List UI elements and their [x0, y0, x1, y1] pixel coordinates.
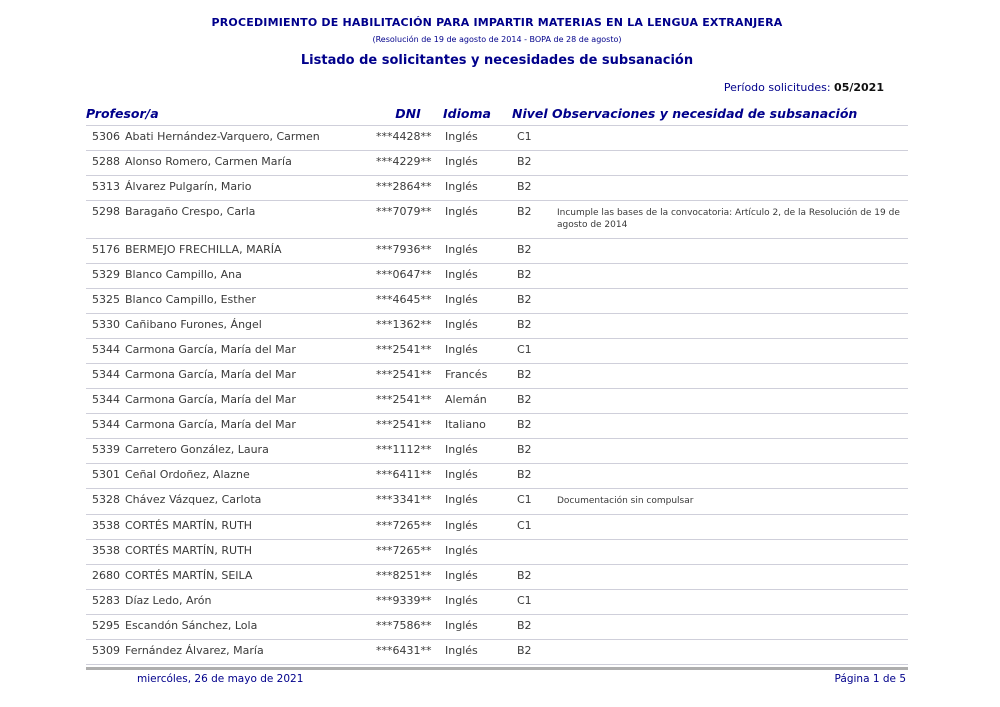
column-header-idioma: Idioma [443, 106, 491, 121]
cell-dni: ***7936** [376, 243, 432, 256]
table-row [86, 339, 908, 364]
table-row [86, 464, 908, 489]
cell-observaciones [552, 181, 908, 182]
cell-observaciones [552, 620, 908, 621]
period-line [86, 81, 908, 95]
cell-idioma: Inglés [445, 318, 478, 331]
cell-nivel: B2 [517, 155, 532, 168]
cell-observaciones [552, 645, 908, 646]
cell-professor-name: Abati Hernández-Varquero, Carmen [125, 130, 320, 143]
cell-applicant-id: 5301 [92, 468, 120, 481]
cell-idioma: Italiano [445, 418, 486, 431]
cell-professor-name: Carmona García, María del Mar [125, 393, 296, 406]
cell-observaciones [552, 520, 908, 521]
cell-nivel: B2 [517, 443, 532, 456]
cell-applicant-id: 5176 [92, 243, 120, 256]
cell-professor-name: Ceñal Ordoñez, Alazne [125, 468, 250, 481]
cell-professor-name: Cañibano Furones, Ángel [125, 318, 262, 331]
cell-observaciones [552, 294, 908, 295]
cell-observaciones: Incumple las bases de la convocatoria: Artículo 2, de la Resolución de 19 de agosto de 2014 [557, 208, 900, 230]
cell-nivel: B2 [517, 268, 532, 281]
cell-idioma: Inglés [445, 644, 478, 657]
cell-idioma: Inglés [445, 243, 478, 256]
cell-professor-name: Chávez Vázquez, Carlota [125, 493, 262, 506]
footer-page-number: Página 1 de 5 [834, 673, 906, 685]
cell-observaciones [552, 269, 908, 270]
table-row [86, 201, 908, 239]
cell-observaciones [552, 344, 908, 345]
cell-dni: ***9339** [376, 594, 432, 607]
cell-professor-name: Carmona García, María del Mar [125, 343, 296, 356]
cell-dni: ***1112** [376, 443, 432, 456]
cell-applicant-id: 5328 [92, 493, 120, 506]
cell-professor-name: BERMEJO FRECHILLA, MARÍA [125, 243, 282, 256]
cell-professor-name: Fernández Álvarez, María [125, 644, 264, 657]
table-row [86, 515, 908, 540]
cell-dni: ***0647** [376, 268, 432, 281]
cell-dni: ***2864** [376, 180, 432, 193]
cell-dni: ***2541** [376, 343, 432, 356]
cell-observaciones [552, 244, 908, 245]
cell-observaciones [552, 444, 908, 445]
table-row [86, 565, 908, 590]
cell-dni: ***4229** [376, 155, 432, 168]
cell-applicant-id: 5283 [92, 594, 120, 607]
cell-idioma: Inglés [445, 443, 478, 456]
cell-applicant-id: 5313 [92, 180, 120, 193]
cell-applicant-id: 5306 [92, 130, 120, 143]
cell-applicant-id: 5344 [92, 393, 120, 406]
cell-idioma: Inglés [445, 544, 478, 557]
cell-nivel: B2 [517, 619, 532, 632]
table-row [86, 239, 908, 264]
cell-dni: ***2541** [376, 393, 432, 406]
applicants-table [86, 106, 908, 665]
table-row [86, 640, 908, 665]
cell-dni: ***4645** [376, 293, 432, 306]
cell-idioma: Inglés [445, 519, 478, 532]
table-row [86, 314, 908, 339]
cell-observaciones [552, 469, 908, 470]
cell-observaciones [552, 156, 908, 157]
cell-idioma: Inglés [445, 180, 478, 193]
period-label: Período solicitudes: [723, 81, 831, 94]
cell-dni: ***2541** [376, 418, 432, 431]
cell-dni: ***2541** [376, 368, 432, 381]
cell-nivel: B2 [517, 569, 532, 582]
column-header-nivel: Nivel [512, 106, 548, 121]
cell-dni: ***7586** [376, 619, 432, 632]
table-row [86, 151, 908, 176]
cell-professor-name: Blanco Campillo, Ana [125, 268, 242, 281]
cell-nivel: B2 [517, 293, 532, 306]
cell-dni: ***7265** [376, 544, 432, 557]
cell-nivel: B2 [517, 243, 532, 256]
cell-applicant-id: 5344 [92, 418, 120, 431]
cell-professor-name: Díaz Ledo, Arón [125, 594, 212, 607]
cell-observaciones: Documentación sin compulsar [557, 496, 694, 506]
cell-observaciones [552, 319, 908, 320]
cell-idioma: Inglés [445, 569, 478, 582]
cell-professor-name: Blanco Campillo, Esther [125, 293, 256, 306]
table-header-row [86, 106, 908, 126]
cell-nivel: B2 [517, 318, 532, 331]
cell-observaciones [552, 394, 908, 395]
table-row [86, 489, 908, 515]
cell-professor-name: CORTÉS MARTÍN, RUTH [125, 519, 253, 532]
table-row [86, 289, 908, 314]
cell-idioma: Inglés [445, 493, 478, 506]
cell-nivel: B2 [517, 368, 532, 381]
cell-nivel: C1 [517, 519, 532, 532]
cell-applicant-id: 5344 [92, 368, 120, 381]
cell-idioma: Inglés [445, 130, 478, 143]
cell-idioma: Inglés [445, 293, 478, 306]
cell-applicant-id: 2680 [92, 569, 120, 582]
cell-applicant-id: 5288 [92, 155, 120, 168]
cell-applicant-id: 5325 [92, 293, 120, 306]
table-row [86, 615, 908, 640]
table-body [86, 126, 908, 665]
cell-applicant-id: 5330 [92, 318, 120, 331]
cell-applicant-id: 5339 [92, 443, 120, 456]
cell-professor-name: CORTÉS MARTÍN, RUTH [125, 544, 253, 557]
cell-observaciones [552, 131, 908, 132]
cell-idioma: Francés [445, 368, 488, 381]
cell-idioma: Inglés [445, 594, 478, 607]
cell-professor-name: CORTÉS MARTÍN, SEILA [125, 569, 253, 582]
table-row [86, 389, 908, 414]
cell-observaciones [552, 419, 908, 420]
cell-professor-name: Carmona García, María del Mar [125, 418, 296, 431]
cell-idioma: Inglés [445, 268, 478, 281]
document-page [86, 0, 908, 665]
cell-idioma: Inglés [445, 343, 478, 356]
cell-nivel: C1 [517, 343, 532, 356]
cell-dni: ***3341** [376, 493, 432, 506]
table-row [86, 414, 908, 439]
column-header-professor: Profesor/a [86, 106, 159, 121]
cell-dni: ***6431** [376, 644, 432, 657]
cell-professor-name: Carmona García, María del Mar [125, 368, 296, 381]
table-row [86, 126, 908, 151]
footer-divider-bar [86, 667, 908, 670]
cell-idioma: Inglés [445, 205, 478, 218]
cell-observaciones [552, 545, 908, 546]
table-row [86, 439, 908, 464]
cell-idioma: Inglés [445, 468, 478, 481]
footer-date: miercóles, 26 de mayo de 2021 [137, 673, 304, 685]
cell-dni: ***6411** [376, 468, 432, 481]
cell-nivel: C1 [517, 594, 532, 607]
cell-professor-name: Álvarez Pulgarín, Mario [125, 180, 252, 193]
cell-nivel: C1 [517, 493, 532, 506]
cell-nivel: B2 [517, 205, 532, 218]
cell-observaciones [552, 595, 908, 596]
cell-nivel: B2 [517, 418, 532, 431]
cell-applicant-id: 5329 [92, 268, 120, 281]
cell-observaciones [552, 369, 908, 370]
period-value: 05/2021 [834, 81, 884, 94]
table-row [86, 590, 908, 615]
table-row [86, 176, 908, 201]
cell-applicant-id: 5344 [92, 343, 120, 356]
cell-applicant-id: 3538 [92, 544, 120, 557]
cell-dni: ***8251** [376, 569, 432, 582]
cell-idioma: Alemán [445, 393, 487, 406]
cell-dni: ***7265** [376, 519, 432, 532]
cell-nivel: B2 [517, 468, 532, 481]
column-header-dni: DNI [395, 106, 421, 121]
cell-nivel: B2 [517, 393, 532, 406]
table-row [86, 540, 908, 565]
cell-idioma: Inglés [445, 619, 478, 632]
table-row [86, 264, 908, 289]
cell-applicant-id: 5295 [92, 619, 120, 632]
cell-professor-name: Baragaño Crespo, Carla [125, 205, 256, 218]
cell-observaciones [552, 570, 908, 571]
cell-professor-name: Carretero González, Laura [125, 443, 269, 456]
column-header-observaciones: Observaciones y necesidad de subsanación [552, 106, 858, 121]
cell-applicant-id: 5309 [92, 644, 120, 657]
table-row [86, 364, 908, 389]
document-subtitle: (Resolución de 19 de agosto de 2014 - BOPA de 28 de agosto) [372, 35, 622, 44]
cell-dni: ***4428** [376, 130, 432, 143]
cell-nivel: B2 [517, 180, 532, 193]
document-title: PROCEDIMIENTO DE HABILITACIÓN PARA IMPARTIR MATERIAS EN LA LENGUA EXTRANJERA [211, 16, 783, 29]
cell-dni: ***1362** [376, 318, 432, 331]
cell-nivel: B2 [517, 644, 532, 657]
cell-nivel: C1 [517, 130, 532, 143]
cell-professor-name: Alonso Romero, Carmen María [125, 155, 292, 168]
cell-professor-name: Escandón Sánchez, Lola [125, 619, 258, 632]
list-heading: Listado de solicitantes y necesidades de subsanación [300, 53, 694, 68]
cell-applicant-id: 5298 [92, 205, 120, 218]
cell-dni: ***7079** [376, 205, 432, 218]
cell-idioma: Inglés [445, 155, 478, 168]
cell-applicant-id: 3538 [92, 519, 120, 532]
